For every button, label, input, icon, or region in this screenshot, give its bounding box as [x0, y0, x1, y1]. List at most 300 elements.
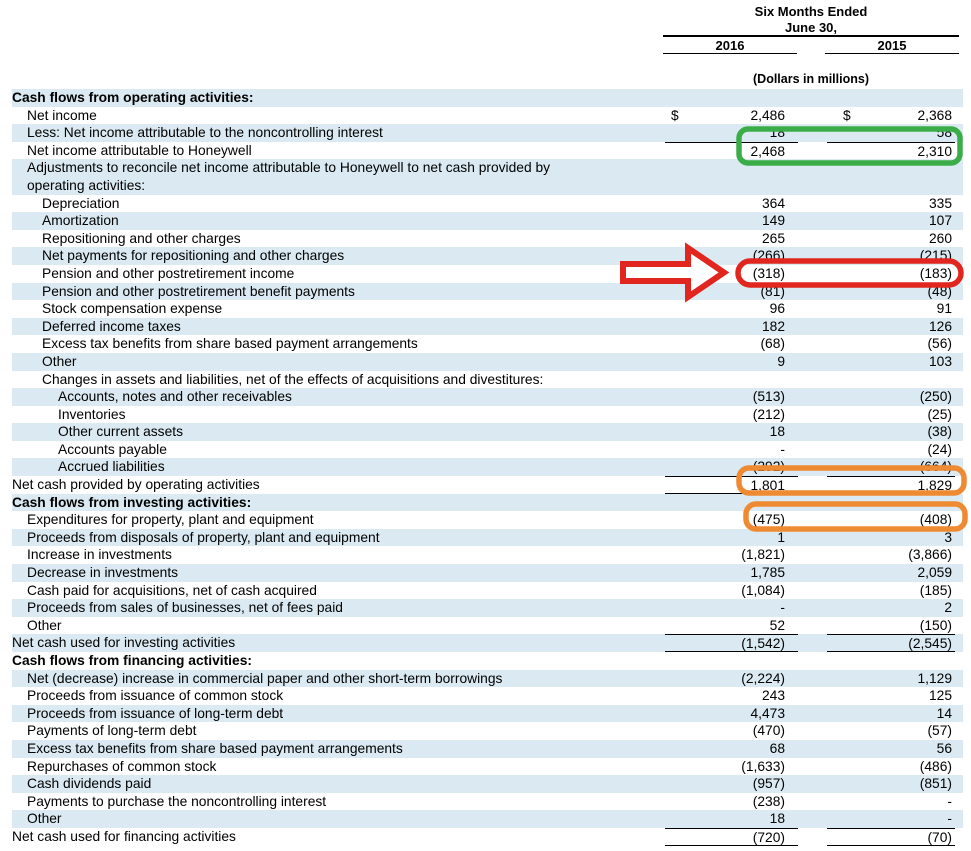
value-2016	[665, 511, 798, 529]
value-2015	[827, 810, 955, 828]
table-row	[12, 265, 963, 283]
table-row	[12, 564, 963, 582]
value-2015-text: 1,129	[917, 670, 952, 686]
table-row	[12, 335, 963, 353]
table-row	[12, 247, 963, 265]
value-2016-text: (68)	[760, 336, 785, 352]
dollar-sign: $	[843, 107, 851, 123]
value-2015-text: (25)	[927, 406, 952, 422]
value-2016-text: (238)	[752, 793, 785, 809]
value-2016-text: (81)	[760, 283, 785, 299]
value-2016	[665, 89, 798, 107]
value-2015-text: -	[947, 811, 952, 827]
column-gap	[798, 494, 827, 512]
value-2016	[665, 582, 798, 600]
table-row	[12, 89, 963, 107]
column-gap	[798, 775, 827, 793]
value-2016-text: 1	[777, 529, 785, 545]
row-label: Net cash provided by operating activities	[12, 477, 260, 493]
value-2016-text: (513)	[752, 389, 785, 405]
row-label: Decrease in investments	[27, 565, 179, 581]
column-gap	[798, 335, 827, 353]
value-2016	[665, 212, 798, 230]
row-label: Net cash used for investing activities	[12, 635, 236, 651]
row-end-spacer	[955, 670, 963, 688]
column-gap	[798, 529, 827, 547]
column-gap	[798, 722, 827, 740]
value-2015-text: (664)	[919, 459, 952, 475]
column-gap	[798, 230, 827, 248]
row-end-spacer	[955, 705, 963, 723]
value-2016-text: (1,542)	[741, 636, 785, 652]
table-row	[12, 722, 963, 740]
value-2016	[665, 283, 798, 301]
value-2016	[665, 247, 798, 265]
row-end-spacer	[955, 423, 963, 441]
row-end-spacer	[955, 195, 963, 213]
table-row	[12, 476, 963, 494]
column-gap	[798, 617, 827, 635]
table-row	[12, 599, 963, 617]
row-label: Less: Net income attributable to the noncontrolling interest	[27, 125, 383, 141]
row-label: Changes in assets and liabilities, net of the effects of acquisitions and divestitures:	[42, 371, 544, 387]
value-2015-text: (48)	[927, 283, 952, 299]
row-end-spacer	[955, 406, 963, 424]
column-gap	[798, 212, 827, 230]
table-row	[12, 740, 963, 758]
row-label: Inventories	[58, 406, 126, 422]
table-row	[12, 793, 963, 811]
table-row	[12, 494, 963, 512]
row-label: Pension and other postretirement income	[42, 265, 295, 281]
row-end-spacer	[955, 652, 963, 670]
value-2016	[665, 828, 798, 846]
row-label: Deferred income taxes	[42, 318, 181, 334]
value-2016-text: 9	[777, 353, 785, 369]
value-2015-text: 3	[944, 529, 952, 545]
row-label: Stock compensation expense	[42, 301, 223, 317]
value-2016-text: (720)	[752, 829, 785, 845]
column-gap	[798, 564, 827, 582]
value-2015	[827, 494, 955, 512]
value-2015-text: (70)	[927, 829, 952, 845]
table-row	[12, 230, 963, 248]
value-2015-text: 335	[928, 195, 952, 211]
value-2015-text: (851)	[919, 776, 952, 792]
row-end-spacer	[955, 582, 963, 600]
column-gap	[798, 511, 827, 529]
row-end-spacer	[955, 634, 963, 652]
table-row	[12, 705, 963, 723]
column-gap	[798, 107, 827, 125]
row-label: Excess tax benefits from share based payment arrangements	[42, 336, 418, 352]
row-end-spacer	[955, 230, 963, 248]
value-2015	[827, 617, 955, 635]
value-2016	[665, 617, 798, 635]
value-2015	[827, 318, 955, 336]
column-rule-2016	[663, 53, 797, 55]
value-2015-text: (408)	[919, 512, 952, 528]
dollar-sign: $	[671, 107, 679, 123]
value-2016	[665, 599, 798, 617]
row-end-spacer	[955, 247, 963, 265]
row-end-spacer	[955, 511, 963, 529]
value-2016-text: 4,473	[750, 705, 785, 721]
value-2016	[665, 758, 798, 776]
value-2015-text: (150)	[919, 617, 952, 633]
column-rule-2015	[825, 53, 959, 55]
value-2015-text: (38)	[927, 424, 952, 440]
table-row	[12, 406, 963, 424]
period-title-line1: Six Months Ended	[754, 4, 868, 19]
value-2015	[827, 758, 955, 776]
value-2015	[827, 353, 955, 371]
value-2016-text: (475)	[752, 512, 785, 528]
table-row	[12, 758, 963, 776]
value-2016-text: 2,486	[750, 107, 785, 123]
row-label: Excess tax benefits from share based payment arrangements	[27, 740, 403, 756]
value-2016-text: 182	[761, 318, 785, 334]
table-row	[12, 212, 963, 230]
column-gap	[798, 388, 827, 406]
value-2015-text: 2,059	[917, 565, 952, 581]
value-2016	[665, 722, 798, 740]
value-2015	[827, 793, 955, 811]
table-row	[12, 388, 963, 406]
row-end-spacer	[955, 599, 963, 617]
value-2015-text: 56	[936, 740, 952, 756]
column-gap	[798, 283, 827, 301]
table-row	[12, 617, 963, 635]
value-2015	[827, 265, 955, 283]
value-2016-text: (957)	[752, 776, 785, 792]
value-2015	[827, 159, 955, 194]
value-2016-text: 2,468	[750, 143, 785, 159]
table-row	[12, 159, 963, 194]
table-row	[12, 318, 963, 336]
row-end-spacer	[955, 159, 963, 194]
column-gap	[798, 546, 827, 564]
value-2016	[665, 793, 798, 811]
row-label: Adjustments to reconcile net income attributable to Honeywell to net cash provided by operating activities:	[27, 160, 551, 193]
value-2015	[827, 511, 955, 529]
value-2015	[827, 335, 955, 353]
row-end-spacer	[955, 353, 963, 371]
column-gap	[798, 793, 827, 811]
value-2016-text: 243	[761, 688, 785, 704]
value-2016	[665, 318, 798, 336]
value-2015-text: -	[947, 793, 952, 809]
column-gap	[798, 247, 827, 265]
value-2016-text: 96	[769, 301, 785, 317]
row-label: Payments of long-term debt	[27, 723, 197, 739]
row-end-spacer	[955, 564, 963, 582]
row-end-spacer	[955, 124, 963, 142]
value-2016	[665, 529, 798, 547]
value-2015	[827, 142, 955, 160]
value-2015-text: (215)	[919, 248, 952, 264]
value-2015-text: 260	[928, 230, 952, 246]
value-2016-text: 52	[769, 617, 785, 633]
value-2015	[827, 476, 955, 494]
column-gap	[798, 124, 827, 142]
value-2015-text: 125	[928, 688, 952, 704]
value-2015-text: (185)	[919, 582, 952, 598]
column-gap	[798, 670, 827, 688]
value-2016	[665, 476, 798, 494]
value-2015	[827, 212, 955, 230]
value-2015-text: (56)	[927, 336, 952, 352]
column-header-2015: 2015	[877, 38, 907, 53]
value-2015	[827, 582, 955, 600]
row-end-spacer	[955, 300, 963, 318]
table-header	[0, 0, 971, 89]
table-row	[12, 828, 963, 846]
value-2016-text: (1,084)	[741, 582, 785, 598]
row-label: Proceeds from disposals of property, plant and equipment	[27, 529, 380, 545]
value-2016-text: 68	[769, 740, 785, 756]
value-2016	[665, 494, 798, 512]
column-gap	[798, 441, 827, 459]
value-2015-text: 107	[928, 213, 952, 229]
table-row	[12, 810, 963, 828]
value-2015	[827, 775, 955, 793]
value-2016-text: (2,224)	[741, 670, 785, 686]
row-end-spacer	[955, 810, 963, 828]
column-gap	[798, 634, 827, 652]
table-row	[12, 529, 963, 547]
header-rule	[663, 35, 959, 37]
value-2015	[827, 230, 955, 248]
value-2015-text: (3,866)	[908, 547, 952, 563]
row-label: Other current assets	[58, 424, 183, 440]
column-gap	[798, 159, 827, 194]
value-2016-text: 1,801	[750, 478, 785, 494]
row-label: Expenditures for property, plant and equipment	[27, 512, 314, 528]
value-2015	[827, 722, 955, 740]
value-2015	[827, 458, 955, 476]
row-end-spacer	[955, 441, 963, 459]
value-2015-text: 58	[936, 125, 952, 141]
row-label: Repositioning and other charges	[42, 230, 241, 246]
value-2016	[665, 159, 798, 194]
value-2015-text: (250)	[919, 389, 952, 405]
column-header-2016: 2016	[715, 38, 745, 53]
row-end-spacer	[955, 775, 963, 793]
table-row	[12, 634, 963, 652]
value-2016	[665, 230, 798, 248]
value-2015	[827, 599, 955, 617]
value-2015-text: (2,545)	[908, 636, 952, 652]
value-2016	[665, 423, 798, 441]
value-2016	[665, 546, 798, 564]
row-label: Net cash used for financing activities	[12, 828, 236, 844]
value-2015-text: 126	[928, 318, 952, 334]
value-2016	[665, 124, 798, 142]
row-label: Other	[27, 617, 62, 633]
column-gap	[798, 353, 827, 371]
value-2016	[665, 652, 798, 670]
value-2015	[827, 388, 955, 406]
value-2016-text: 18	[769, 424, 785, 440]
value-2015	[827, 371, 955, 389]
row-label: Cash dividends paid	[27, 776, 152, 792]
value-2015-text: (57)	[927, 723, 952, 739]
row-label: Accrued liabilities	[58, 459, 165, 475]
value-2015-text: 2,368	[917, 107, 952, 123]
value-2015	[827, 828, 955, 846]
row-end-spacer	[955, 828, 963, 846]
column-gap	[798, 89, 827, 107]
value-2016	[665, 740, 798, 758]
column-gap	[798, 687, 827, 705]
value-2016	[665, 810, 798, 828]
value-2016-text: 18	[769, 811, 785, 827]
value-2015-text: 91	[936, 301, 952, 317]
value-2015	[827, 89, 955, 107]
row-label: Net income	[27, 107, 97, 123]
value-2015	[827, 107, 955, 125]
row-end-spacer	[955, 793, 963, 811]
row-label: Other	[27, 811, 62, 827]
column-gap	[798, 195, 827, 213]
column-gap	[798, 423, 827, 441]
row-end-spacer	[955, 318, 963, 336]
row-label: Proceeds from issuance of long-term debt	[27, 705, 284, 721]
row-end-spacer	[955, 212, 963, 230]
value-2016	[665, 705, 798, 723]
value-2016-text: (292)	[752, 459, 785, 475]
row-label: Accounts payable	[58, 441, 167, 457]
value-2016-text: -	[780, 441, 785, 457]
value-2016-text: 18	[769, 125, 785, 141]
row-end-spacer	[955, 740, 963, 758]
value-2015	[827, 406, 955, 424]
row-end-spacer	[955, 687, 963, 705]
value-2016	[665, 406, 798, 424]
column-gap	[798, 740, 827, 758]
row-label: Pension and other postretirement benefit payments	[42, 283, 355, 299]
value-2016-text: (318)	[752, 265, 785, 281]
column-gap	[798, 828, 827, 846]
value-2016-text: 265	[761, 230, 785, 246]
cash-flow-table	[12, 89, 963, 846]
value-2016	[665, 670, 798, 688]
table-row	[12, 142, 963, 160]
value-2015-text: 103	[928, 353, 952, 369]
table-row	[12, 441, 963, 459]
column-gap	[798, 476, 827, 494]
row-end-spacer	[955, 265, 963, 283]
table-row	[12, 670, 963, 688]
row-end-spacer	[955, 89, 963, 107]
table-row	[12, 652, 963, 670]
units-note: (Dollars in millions)	[753, 72, 869, 86]
column-gap	[798, 705, 827, 723]
column-gap	[798, 371, 827, 389]
column-gap	[798, 300, 827, 318]
row-end-spacer	[955, 388, 963, 406]
column-gap	[798, 265, 827, 283]
row-end-spacer	[955, 546, 963, 564]
row-label: Increase in investments	[27, 547, 172, 563]
value-2015	[827, 529, 955, 547]
row-label: Payments to purchase the noncontrolling interest	[27, 793, 327, 809]
value-2016	[665, 775, 798, 793]
table-row	[12, 546, 963, 564]
value-2015	[827, 564, 955, 582]
row-end-spacer	[955, 758, 963, 776]
row-label: Proceeds from issuance of common stock	[27, 688, 284, 704]
table-row	[12, 687, 963, 705]
value-2015-text: (24)	[927, 441, 952, 457]
row-label: Net (decrease) increase in commercial paper and other short-term borrowings	[27, 670, 503, 686]
value-2015	[827, 687, 955, 705]
row-label: Repurchases of common stock	[27, 758, 217, 774]
value-2016	[665, 458, 798, 476]
value-2016-text: (266)	[752, 248, 785, 264]
row-end-spacer	[955, 494, 963, 512]
value-2016-text: 149	[761, 213, 785, 229]
table-row	[12, 775, 963, 793]
column-gap	[798, 458, 827, 476]
row-label: Cash flows from financing activities:	[12, 653, 252, 668]
column-gap	[798, 142, 827, 160]
row-end-spacer	[955, 529, 963, 547]
row-end-spacer	[955, 283, 963, 301]
table-row	[12, 371, 963, 389]
table-row	[12, 423, 963, 441]
value-2015	[827, 634, 955, 652]
value-2015-text: 2,310	[917, 143, 952, 159]
value-2015-text: 1,829	[917, 478, 952, 494]
value-2016-text: 1,785	[750, 565, 785, 581]
row-label: Net income attributable to Honeywell	[27, 142, 252, 158]
column-gap	[798, 406, 827, 424]
value-2015	[827, 283, 955, 301]
table-row	[12, 582, 963, 600]
table-row	[12, 458, 963, 476]
value-2016-text: (1,821)	[741, 547, 785, 563]
value-2016-text: (470)	[752, 723, 785, 739]
column-gap	[798, 318, 827, 336]
row-end-spacer	[955, 335, 963, 353]
value-2015	[827, 124, 955, 142]
row-label: Amortization	[42, 213, 119, 229]
value-2016	[665, 335, 798, 353]
value-2015	[827, 740, 955, 758]
value-2015-text: 2	[944, 600, 952, 616]
value-2015-text: (183)	[919, 265, 952, 281]
value-2015	[827, 300, 955, 318]
row-end-spacer	[955, 142, 963, 160]
value-2016	[665, 441, 798, 459]
value-2015	[827, 705, 955, 723]
value-2016	[665, 388, 798, 406]
table-row	[12, 511, 963, 529]
row-label: Depreciation	[42, 195, 120, 211]
row-label: Proceeds from sales of businesses, net of fees paid	[27, 600, 343, 616]
row-end-spacer	[955, 458, 963, 476]
row-end-spacer	[955, 722, 963, 740]
value-2016	[665, 564, 798, 582]
value-2015-text: 14	[936, 705, 952, 721]
column-gap	[798, 810, 827, 828]
row-end-spacer	[955, 617, 963, 635]
row-label: Cash flows from investing activities:	[12, 494, 252, 510]
value-2015	[827, 195, 955, 213]
table-row	[12, 300, 963, 318]
